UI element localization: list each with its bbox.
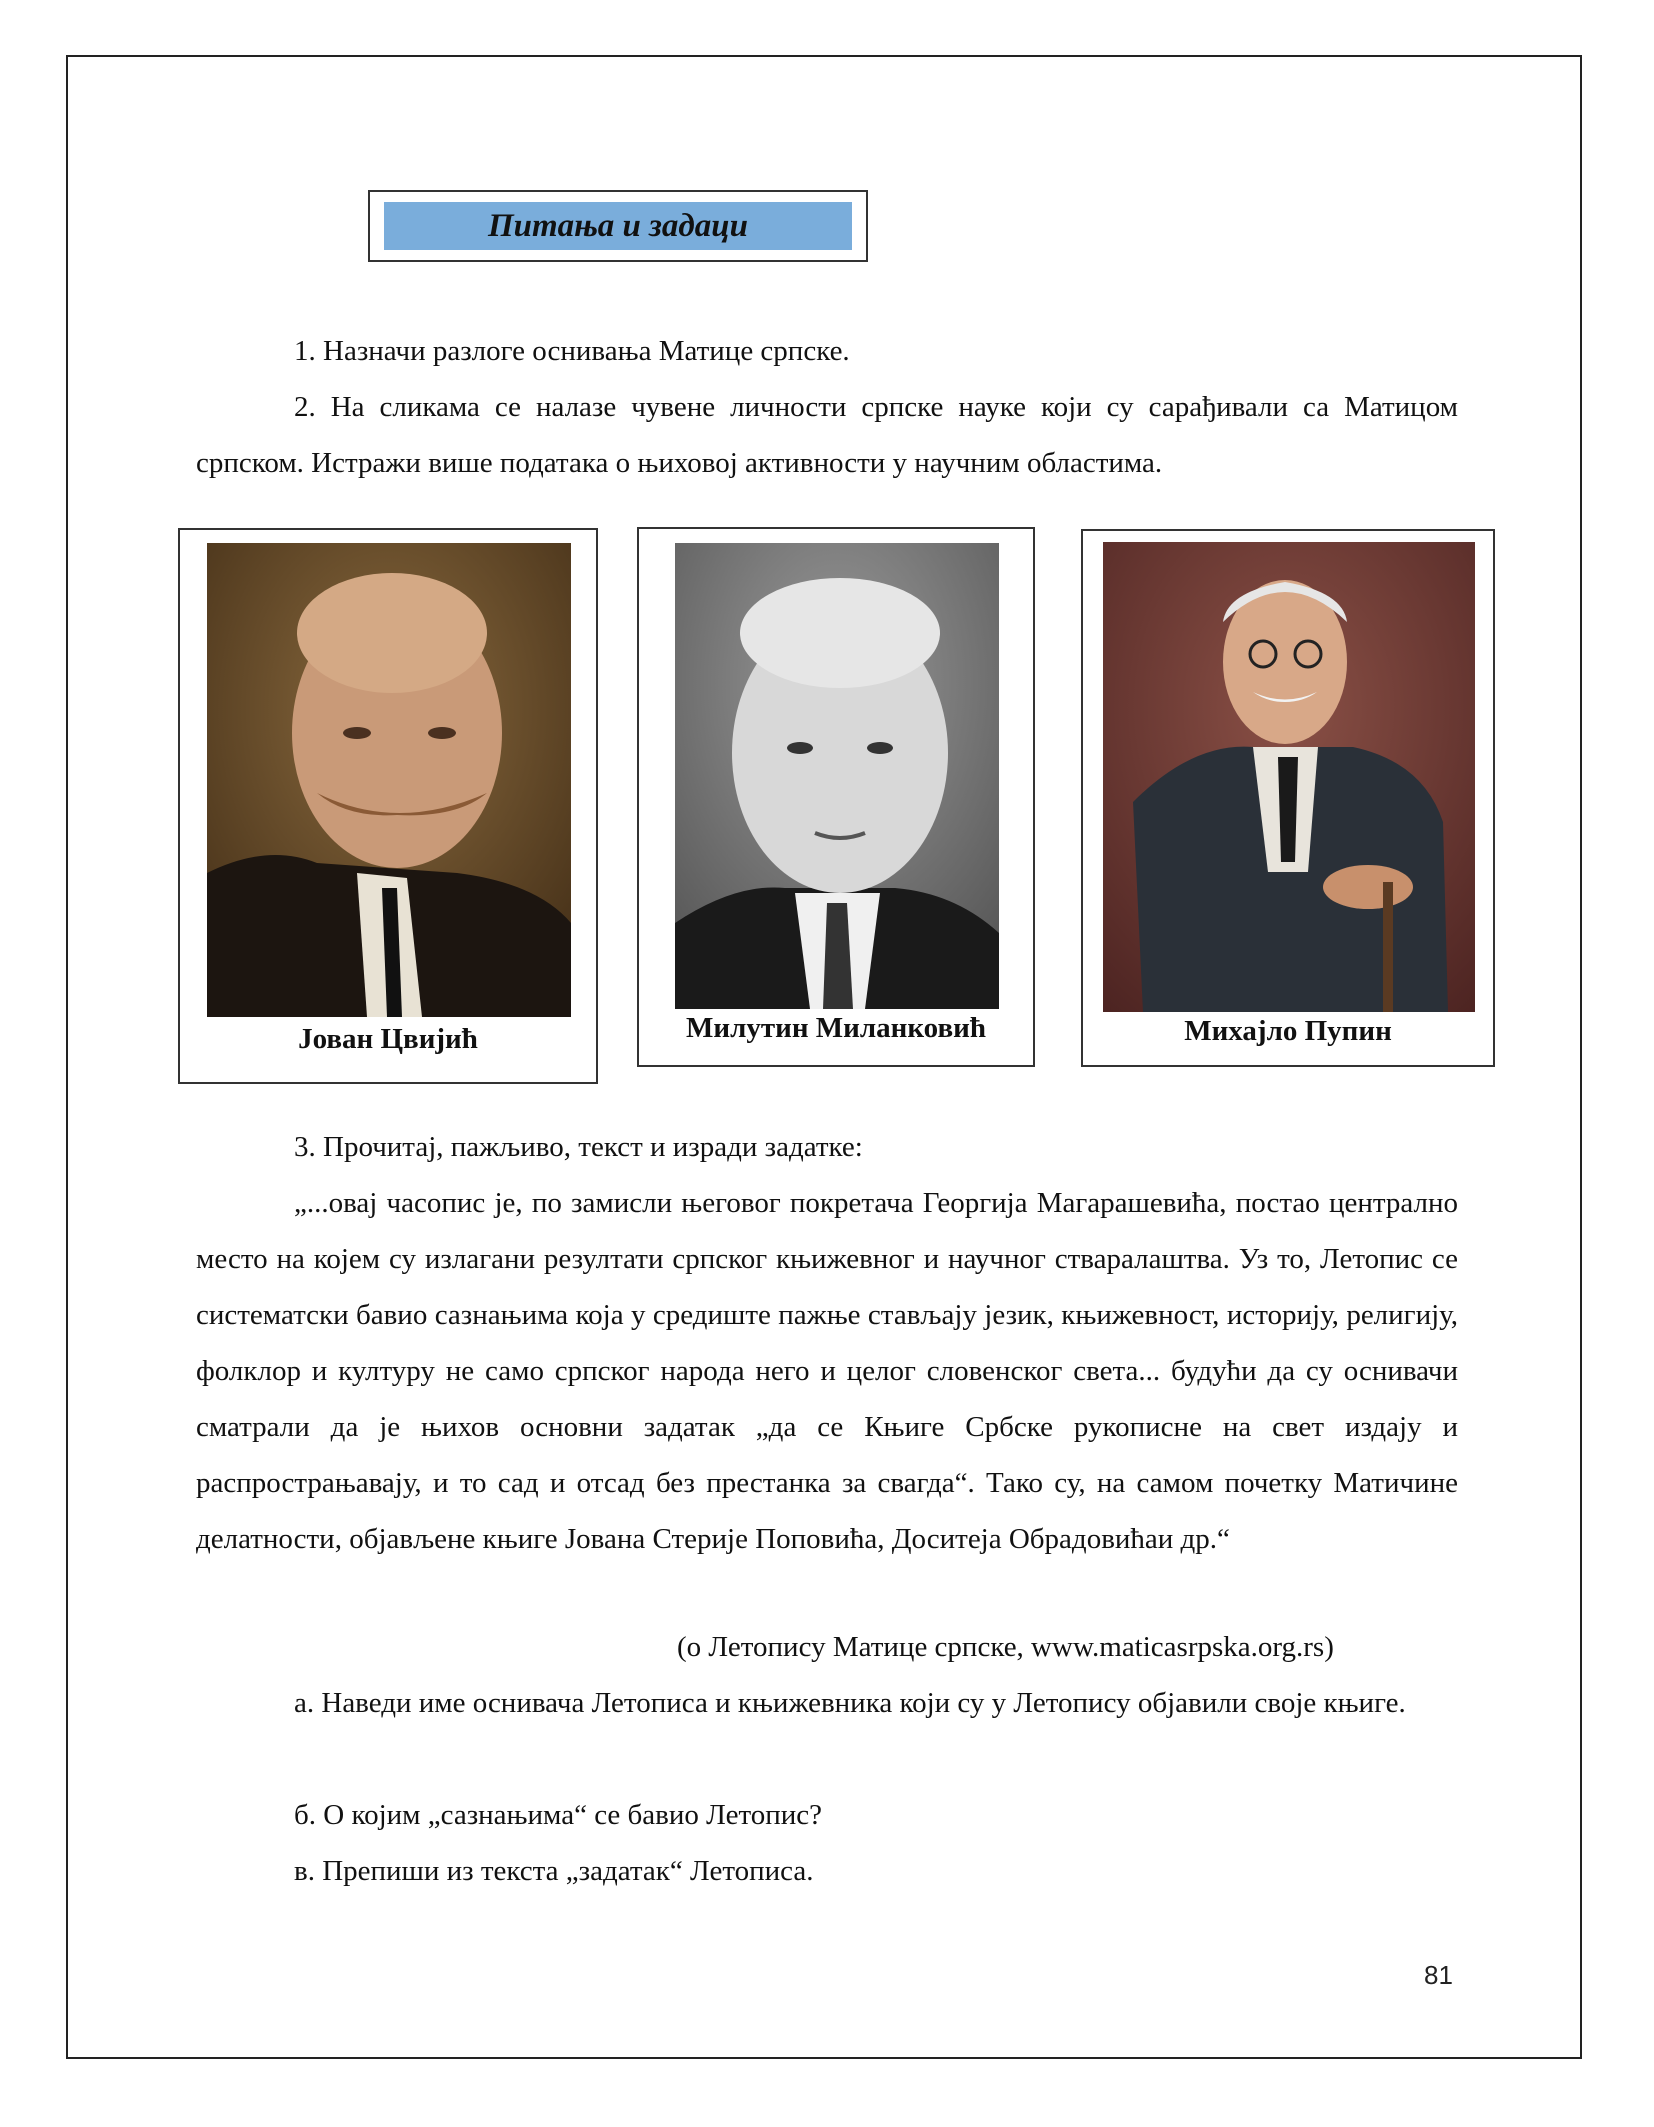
portrait-painting-icon [207, 543, 571, 1017]
portrait-card-pupin [1081, 529, 1495, 1067]
section-title-box [368, 190, 868, 262]
question-1: 1. Назначи разлоге оснивања Матице српске. [294, 335, 850, 367]
section-title: Питања и задаци [487, 207, 749, 244]
question-2: 2. На сликама се налазе чувене личности српске науке који су сарађивали са Матицом српском. Истражи више података о њиховој активности у научним областима. [196, 391, 1458, 479]
task-v: в. Препиши из текста „задатак“ Летописа. [294, 1855, 814, 1887]
task-a: а. Наведи име оснивача Летописа и књижевника који су у Летопису објавили своје књиге. [294, 1687, 1406, 1719]
quote-text: „...овај часопис је, по замисли његовог покретача Георгија Магарашевића, постао централно место на којем су излагани резултати српског књижевног и научног стваралаштва. Уз то, Летопис се систематски бавио сазнањима која у средиште пажње стављају језик, књижевност, историју, религију, фолклор и културу не само српског народа него и целог словенског света... будући да су оснивачи сматрали да је њихов основни задатак „да се Књиге Србске рукописне на свет издају и распрострањавају, и то сад и отсад без престанка за свагда“. Тако су, на самом почетку Матичине делатности, објављене књиге Јована Стерије Поповића, Доситеја Обрадовићаи др.“ [196, 1187, 1458, 1555]
portrait-painting-icon [1103, 542, 1475, 1012]
page-number: 81 [1424, 1960, 1453, 1990]
task-b: б. О којим „сазнањима“ се бавио Летопис? [294, 1799, 823, 1831]
portrait-card-cvijic [178, 528, 598, 1084]
section-title-band [384, 202, 852, 250]
portrait-photo-icon [675, 543, 999, 1009]
portrait-caption-cvijic: Јован Цвијић [298, 1023, 478, 1055]
quote-source: (о Летопису Матице српске, www.maticasrpska.org.rs) [677, 1631, 1334, 1663]
portrait-caption-milankovic: Милутин Миланковић [686, 1012, 986, 1044]
question-3: 3. Прочитај, пажљиво, текст и изради задатке: [294, 1131, 863, 1163]
portrait-caption-pupin: Михајло Пупин [1184, 1015, 1392, 1047]
portrait-card-milankovic [637, 527, 1035, 1067]
